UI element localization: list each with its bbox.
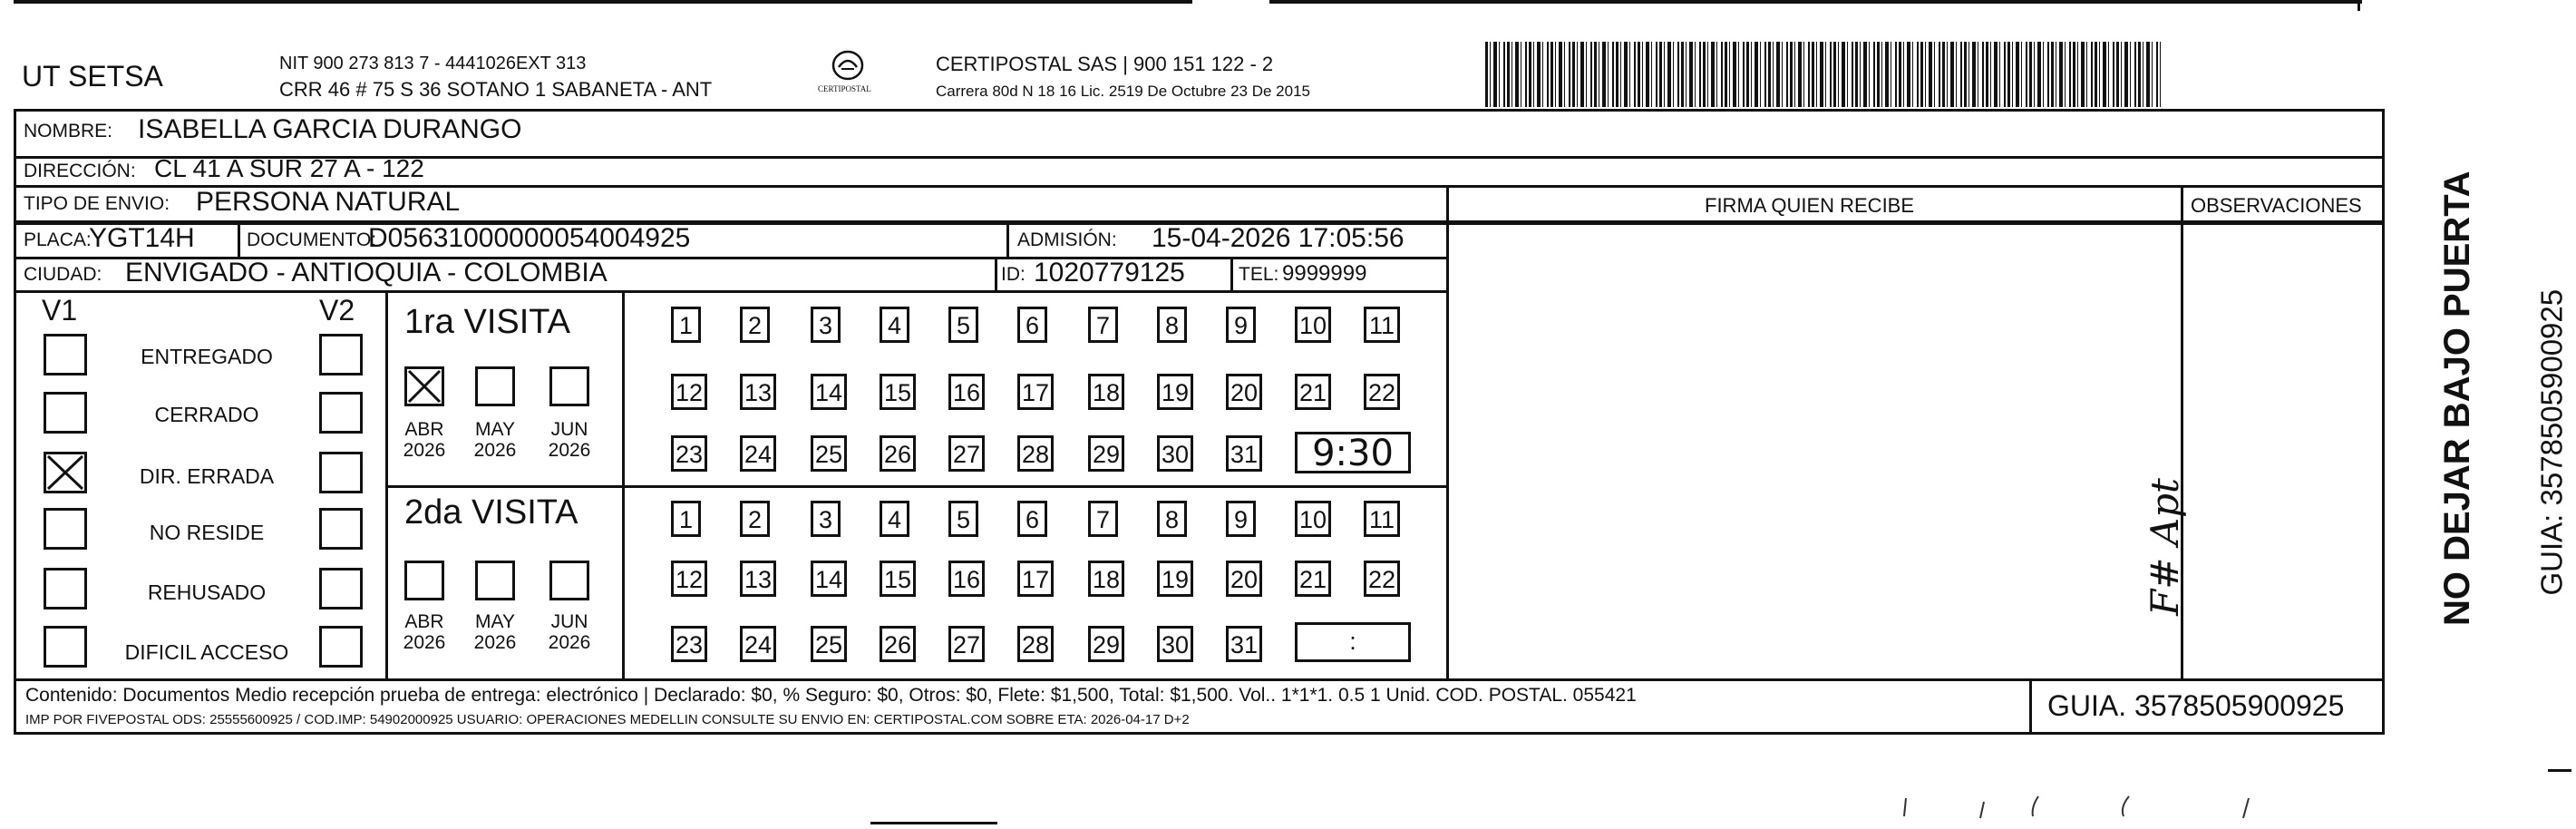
second-visit-month-may: MAY 2026: [473, 611, 517, 654]
no-dejar-bajo-puerta: NO DEJAR BAJO PUERTA: [2437, 171, 2477, 626]
first-day-31[interactable]: 31: [1226, 435, 1262, 472]
first-visit-may-checkbox[interactable]: [475, 366, 515, 406]
admision-value: 15-04-2026 17:05:56: [1152, 223, 1405, 253]
first-visit-time[interactable]: 9:30: [1295, 432, 1411, 473]
second-day-19[interactable]: 19: [1157, 561, 1193, 597]
v1-no-reside-checkbox[interactable]: [44, 508, 87, 550]
documento-label: DOCUMENTO:: [247, 229, 377, 250]
second-day-20[interactable]: 20: [1226, 561, 1262, 597]
nombre-value: ISABELLA GARCIA DURANGO: [138, 114, 522, 144]
first-day-30[interactable]: 30: [1157, 435, 1193, 472]
second-day-6[interactable]: 6: [1017, 501, 1047, 537]
first-day-26[interactable]: 26: [880, 435, 916, 472]
admision-divider: [1006, 222, 1009, 257]
admision-label: ADMISIÓN:: [1017, 229, 1117, 250]
second-day-28[interactable]: 28: [1017, 626, 1054, 662]
v2-dificil-acceso-checkbox[interactable]: [319, 626, 363, 668]
placa-divider: [238, 222, 240, 257]
first-visit-month-abr: ABR 2026: [403, 419, 446, 462]
placa-value: YGT14H: [89, 223, 195, 253]
v2-dir-errada-checkbox[interactable]: [319, 452, 363, 493]
second-day-31[interactable]: 31: [1226, 626, 1262, 662]
first-visit-jun-checkbox[interactable]: [549, 366, 589, 406]
bottom-scan-line: [870, 822, 997, 824]
first-day-4[interactable]: 4: [880, 307, 909, 343]
id-divider: [995, 257, 997, 290]
v1-label: V1: [42, 294, 78, 327]
v2-cerrado-checkbox[interactable]: [319, 392, 363, 434]
top-edge-tick: [2357, 0, 2360, 11]
top-edge-line: [14, 0, 1192, 4]
v1-cerrado-checkbox[interactable]: [44, 392, 87, 434]
second-visit-time[interactable]: :: [1295, 622, 1411, 662]
guia-box: GUIA. 3578505900925: [2047, 689, 2345, 722]
second-visit-may-checkbox[interactable]: [475, 561, 515, 600]
tel-label: TEL:: [1239, 264, 1279, 285]
first-day-7[interactable]: 7: [1088, 307, 1118, 343]
side-guia: GUIA: 3578505900925: [2534, 288, 2569, 596]
id-label: ID:: [1001, 264, 1026, 285]
check-x-icon: [407, 369, 442, 404]
second-day-29[interactable]: 29: [1088, 626, 1124, 662]
top-edge-line-right: [1269, 0, 2362, 4]
footer-imp: IMP POR FIVEPOSTAL ODS: 25555600925 / COD.IMP: 54902000925 USUARIO: OPERACIONES MEDELLIN CONSULTE SU ENVIO EN: CERTIPOSTAL.COM SOBRE ETA: 2026-04-17 D+2: [25, 712, 1190, 727]
visit-separator: [385, 485, 1448, 488]
observaciones-header: OBSERVACIONES: [2191, 194, 2362, 217]
ciudad-label: CIUDAD:: [24, 264, 102, 285]
second-day-24[interactable]: 24: [740, 626, 776, 662]
second-day-13[interactable]: 13: [740, 561, 776, 597]
second-day-4[interactable]: 4: [880, 501, 909, 537]
first-visit-title: 1ra VISITA: [404, 303, 571, 341]
first-visit-month-may: MAY 2026: [473, 419, 517, 462]
ciudad-value: ENVIGADO - ANTIOQUIA - COLOMBIA: [125, 258, 608, 288]
status-no-reside: NO RESIDE: [149, 521, 265, 544]
second-day-30[interactable]: 30: [1157, 626, 1193, 662]
v1-dir-errada-checkbox[interactable]: [44, 452, 87, 493]
nit-line: NIT 900 273 813 7 - 4441026EXT 313: [279, 54, 587, 73]
license-line: Carrera 80d N 18 16 Lic. 2519 De Octubre 23 De 2015: [936, 83, 1310, 100]
status-dir-errada: DIR. ERRADA: [139, 464, 275, 488]
second-day-27[interactable]: 27: [948, 626, 985, 662]
first-day-25[interactable]: 25: [811, 435, 847, 472]
second-day-11[interactable]: 11: [1364, 501, 1400, 537]
first-visit-abr-checkbox[interactable]: [404, 366, 444, 406]
v1-entregado-checkbox[interactable]: [44, 334, 87, 375]
second-visit-abr-checkbox[interactable]: [404, 561, 444, 600]
first-day-28[interactable]: 28: [1017, 435, 1054, 472]
first-day-3[interactable]: 3: [811, 307, 841, 343]
first-day-29[interactable]: 29: [1088, 435, 1124, 472]
second-day-3[interactable]: 3: [811, 501, 841, 537]
status-cerrado: CERRADO: [154, 403, 259, 426]
placa-label: PLACA:: [24, 229, 92, 250]
second-day-8[interactable]: 8: [1157, 501, 1187, 537]
first-day-23[interactable]: 23: [671, 435, 707, 472]
first-day-17[interactable]: 17: [1017, 374, 1054, 410]
company-name: UT SETSA: [22, 60, 163, 93]
second-visit-month-abr: ABR 2026: [403, 611, 446, 654]
second-day-9[interactable]: 9: [1226, 501, 1256, 537]
status-entregado: ENTREGADO: [141, 345, 273, 368]
status-dificil-acceso: DIFICIL ACCESO: [124, 640, 289, 664]
v2-label: V2: [319, 294, 355, 327]
second-day-2[interactable]: 2: [740, 501, 770, 537]
direccion-label: DIRECCIÓN:: [24, 161, 136, 181]
second-day-23[interactable]: 23: [671, 626, 707, 662]
guia-box-divider: [2029, 678, 2032, 735]
first-day-12[interactable]: 12: [671, 374, 707, 410]
tel-value: 9999999: [1282, 261, 1367, 286]
first-day-22[interactable]: 22: [1364, 374, 1400, 410]
id-value: 1020779125: [1034, 258, 1185, 288]
first-day-8[interactable]: 8: [1157, 307, 1187, 343]
check-x-icon: [46, 454, 84, 491]
first-day-19[interactable]: 19: [1157, 374, 1193, 410]
first-day-1[interactable]: 1: [671, 307, 701, 343]
first-day-21[interactable]: 21: [1295, 374, 1331, 410]
logo-text: CERTIPOSTAL: [818, 84, 871, 93]
nombre-label: NOMBRE:: [24, 121, 113, 141]
observaciones-handwriting: F# Apt: [2142, 478, 2187, 616]
second-day-14[interactable]: 14: [811, 561, 847, 597]
documento-value: D05631000000054004925: [368, 223, 691, 253]
address-line: CRR 46 # 75 S 36 SOTANO 1 SABANETA - ANT: [279, 78, 713, 101]
row-line-5: [14, 290, 1448, 293]
second-day-25[interactable]: 25: [811, 626, 847, 662]
second-day-17[interactable]: 17: [1017, 561, 1054, 597]
certipostal-logo: [816, 47, 880, 103]
second-day-21[interactable]: 21: [1295, 561, 1331, 597]
second-day-5[interactable]: 5: [948, 501, 978, 537]
second-day-16[interactable]: 16: [948, 561, 985, 597]
status-rehusado: REHUSADO: [147, 580, 267, 604]
first-day-9[interactable]: 9: [1226, 307, 1256, 343]
tel-divider: [1230, 257, 1233, 290]
v2-no-reside-checkbox[interactable]: [319, 508, 363, 550]
second-day-10[interactable]: 10: [1295, 501, 1331, 537]
first-day-18[interactable]: 18: [1088, 374, 1124, 410]
v2-rehusado-checkbox[interactable]: [319, 568, 363, 610]
tipo-envio-label: TIPO DE ENVIO:: [24, 193, 170, 214]
tipo-envio-value: PERSONA NATURAL: [196, 187, 461, 217]
second-day-18[interactable]: 18: [1088, 561, 1124, 597]
first-day-13[interactable]: 13: [740, 374, 776, 410]
second-day-15[interactable]: 15: [880, 561, 916, 597]
firma-header: FIRMA QUIEN RECIBE: [1705, 194, 1915, 217]
certipostal-line: CERTIPOSTAL SAS | 900 151 122 - 2: [936, 53, 1274, 75]
col-line-firma: [1446, 185, 1449, 680]
v1-dificil-acceso-checkbox[interactable]: [44, 626, 87, 668]
first-day-16[interactable]: 16: [948, 374, 985, 410]
first-day-5[interactable]: 5: [948, 307, 978, 343]
side-text: [2394, 127, 2569, 653]
first-day-6[interactable]: 6: [1017, 307, 1047, 343]
second-day-22[interactable]: 22: [1364, 561, 1400, 597]
second-day-26[interactable]: 26: [880, 626, 916, 662]
footer-contenido: Contenido: Documentos Medio recepción prueba de entrega: electrónico | Declarado: $0, % Seguro: $0, Otros: $0, Flete: $1,500, Total: $1,500. Vol.. 1*1*1. 0.5 1 Unid. COD. POSTAL. 055421: [25, 685, 1637, 706]
first-day-20[interactable]: 20: [1226, 374, 1262, 410]
second-day-7[interactable]: 7: [1088, 501, 1118, 537]
second-visit-month-jun: JUN 2026: [548, 611, 591, 654]
first-day-27[interactable]: 27: [948, 435, 985, 472]
first-visit-month-jun: JUN 2026: [548, 419, 591, 462]
first-day-10[interactable]: 10: [1295, 307, 1331, 343]
direccion-value: CL 41 A SUR 27 A - 122: [154, 154, 424, 182]
second-day-1[interactable]: 1: [671, 501, 701, 537]
bottom-scan-marks: [1886, 795, 2267, 822]
first-day-24[interactable]: 24: [740, 435, 776, 472]
first-day-15[interactable]: 15: [880, 374, 916, 410]
second-visit-jun-checkbox[interactable]: [549, 561, 589, 600]
first-day-2[interactable]: 2: [740, 307, 770, 343]
v2-entregado-checkbox[interactable]: [319, 334, 363, 375]
v1-rehusado-checkbox[interactable]: [44, 568, 87, 610]
first-day-11[interactable]: 11: [1364, 307, 1400, 343]
second-day-12[interactable]: 12: [671, 561, 707, 597]
barcode: [1485, 42, 2161, 107]
first-day-14[interactable]: 14: [811, 374, 847, 410]
side-dash: [2548, 769, 2571, 772]
second-visit-title: 2da VISITA: [404, 493, 578, 532]
